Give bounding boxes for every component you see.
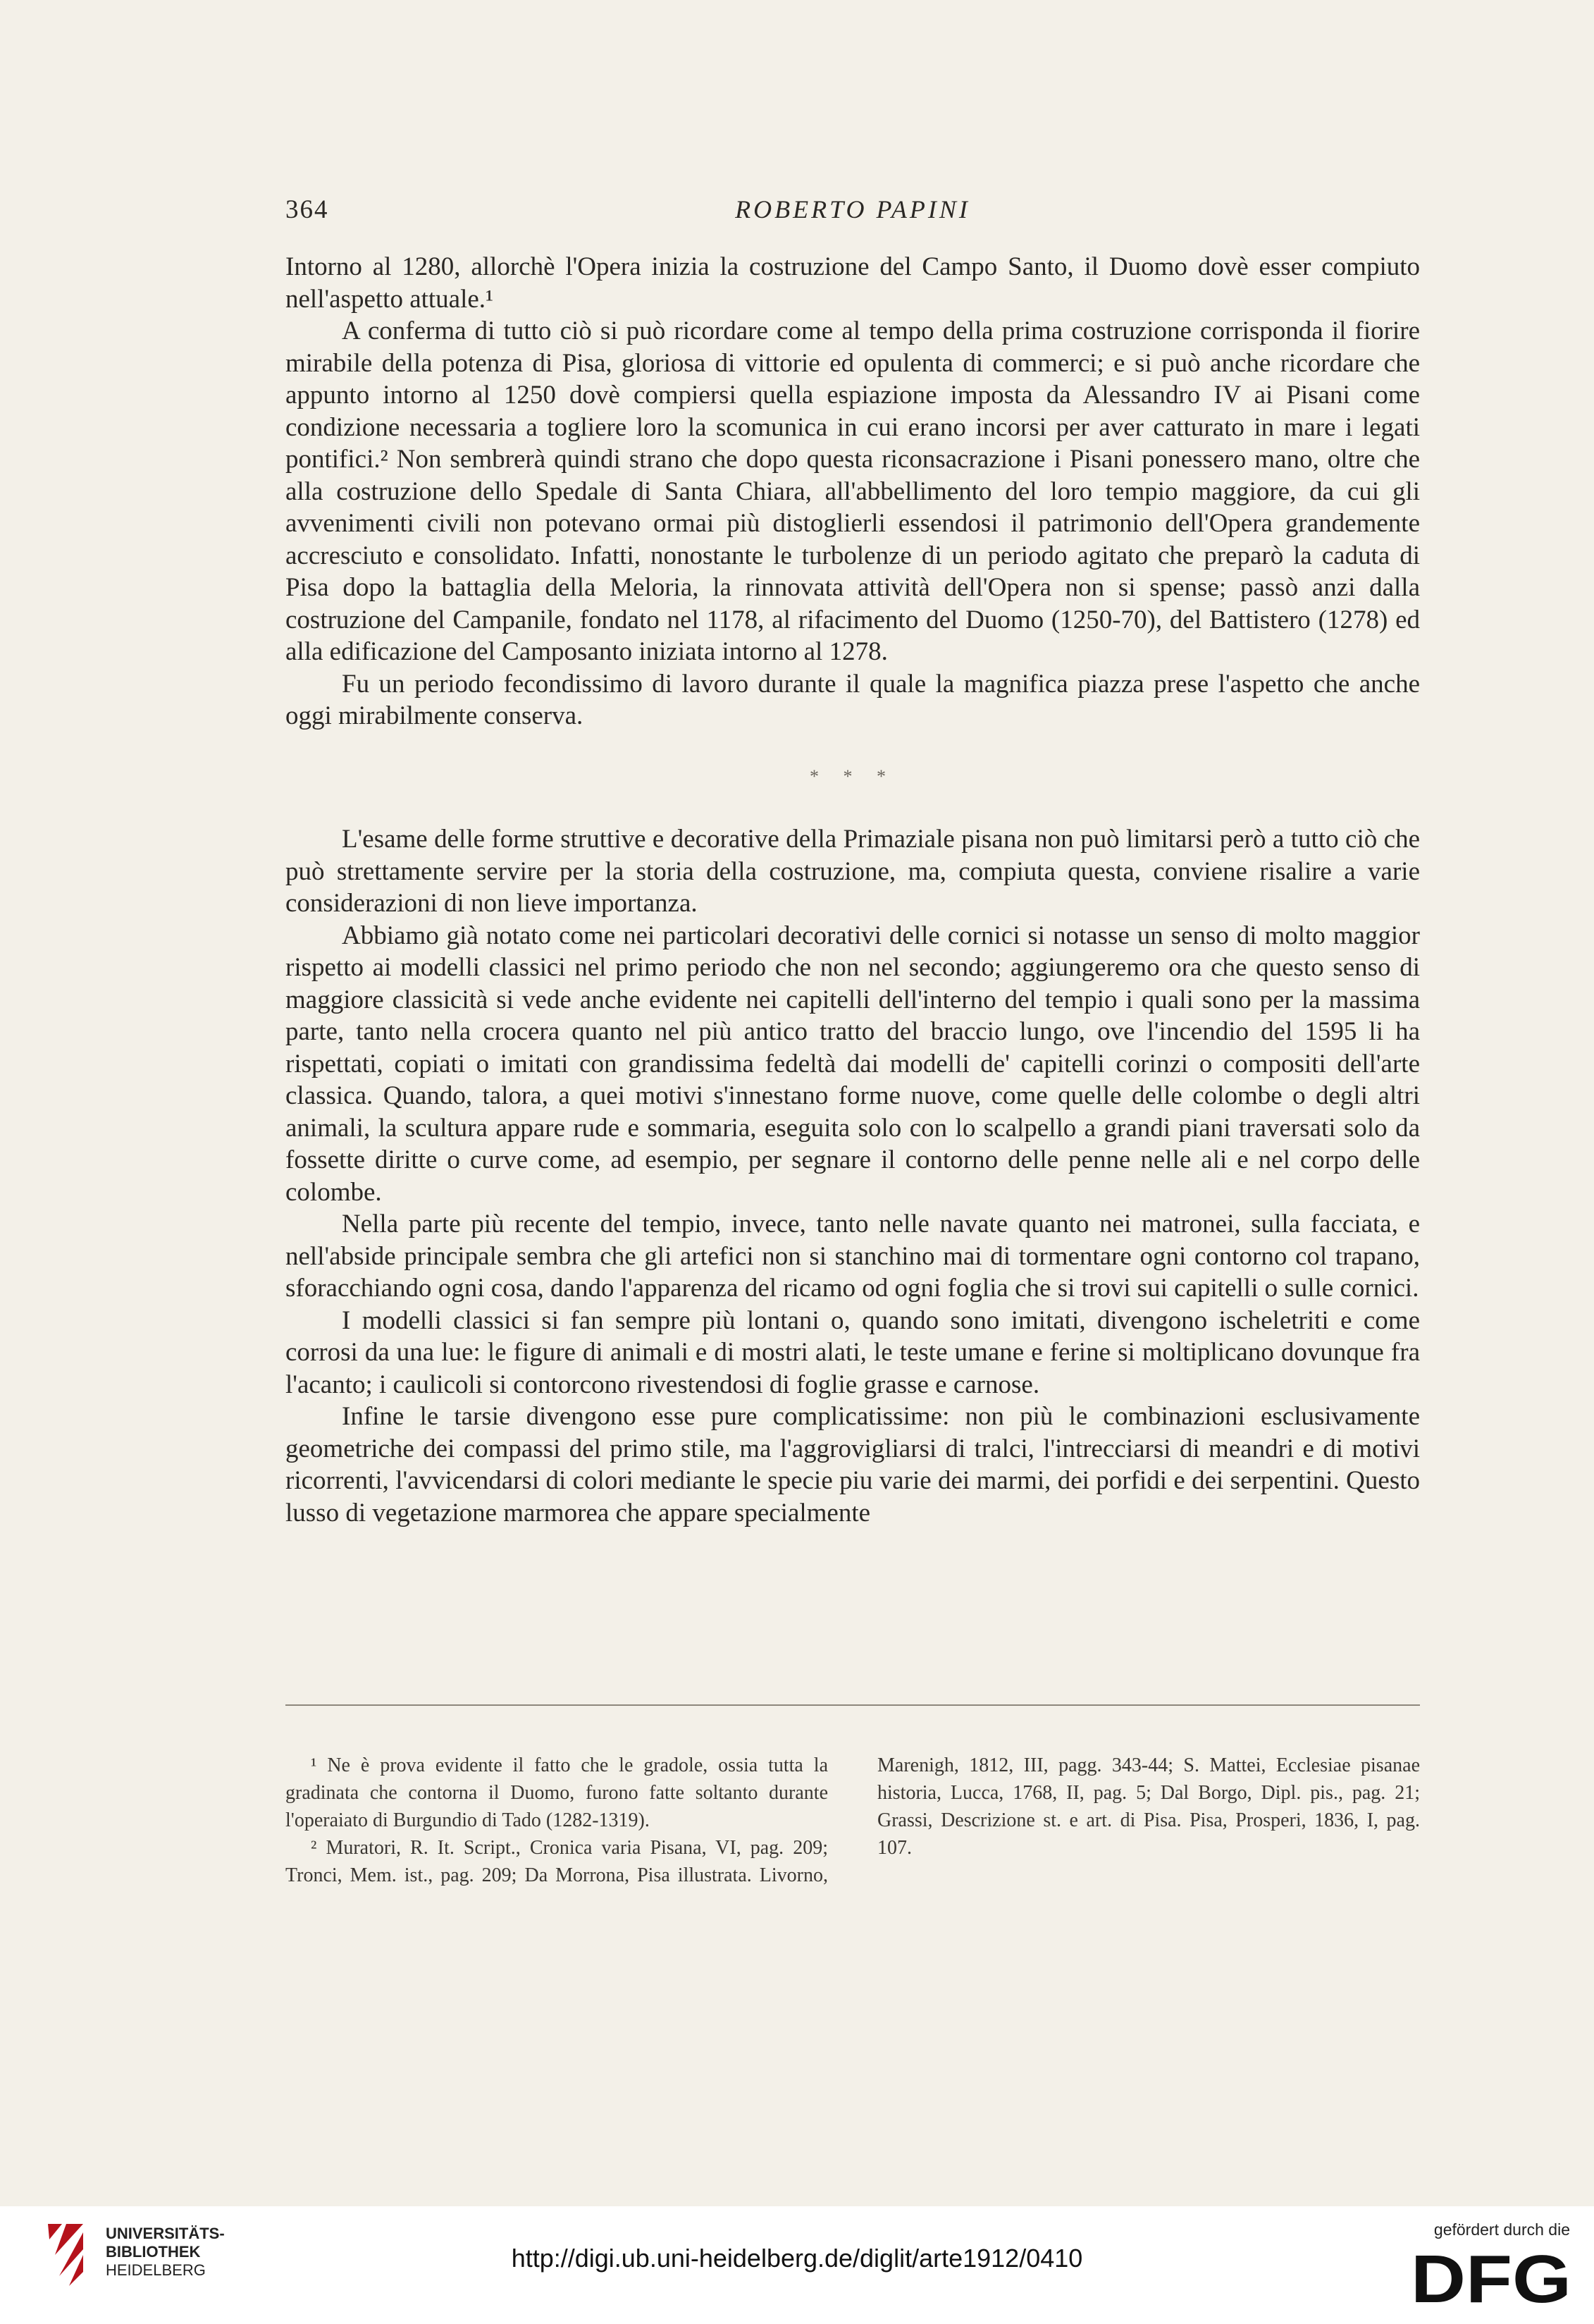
running-title: ROBERTO PAPINI — [735, 195, 970, 223]
paragraph: A conferma di tutto ciò si può ricordare come al tempo della prima costruzione corrisponda il fiorire mirabile della potenza di Pisa, gloriosa di vittorie ed opulenta di commerci; e si può anche ricordare che appunto intorno al 1250 dovè compiersi quella espiazione imposta da Alessandro IV ai Pisani come condizione necessaria a togliere loro la scomunica in cui erano incorsi per aver catturato in mare i legati pontifici.² Non sembrerà quindi strano che dopo questa riconsacrazione i Pisani ponessero mano, oltre che alla costruzione dello Spedale di Santa Chiara, all'abbellimento del loro tempio maggiore, da cui gli avvenimenti civili non potevano ormai più distoglierli essendosi il patrimonio dell'Opera grandemente accresciuto e consolidato. Infatti, nonostante le turbolenze di un periodo agitato che preparò la caduta di Pisa dopo la battaglia della Meloria, la rinnovata attività dell'Opera non si spense; passò anzi dalla costruzione del Campanile, fondato nel 1178, al rifacimento del Duomo (1250-70), del Battistero (1278) ed alla edificazione del Camposanto iniziata intorno al 1278. — [285, 316, 1420, 666]
paragraph: Infine le tarsie divengono esse pure complicatissime: non più le combinazioni esclusivamente geometriche dei compassi del primo stile, ma l'aggrovigliarsi di tralci, l'intrecciarsi di meandri e di motivi ricorrenti, l'avvicendarsi di colori mediante le specie piu varie dei marmi, dei porfidi e dei serpentini. Questo lusso di vegetazione marmorea che appare specialmente — [285, 1402, 1420, 1527]
footnote: ² Muratori, R. It. Script., Cronica varia Pisana, VI, pag. 209; Tronci, Mem. ist., pag. 209; Da Morrona, Pisa illustrata. Livorno, Marenigh, 1812, III, pagg. 343-44; S. Mattei, Ecclesiae pisanae historia, Lucca, 1768, II, pag. 5; Dal Borgo, Dipl. pis., pag. 21; Grassi, Descrizione st. e art. di Pisa. Pisa, Prosperi, 1836, I, pag. 107. — [285, 1754, 1420, 1886]
paragraph: L'esame delle forme struttive e decorative della Primaziale pisana non può limitarsi però a tutto ciò che può strettamente servire per la storia della costruzione, ma, compiuta questa, conviene risalire a varie considerazioni di non lieve importanza. — [285, 825, 1420, 918]
section-separator: * * * — [810, 766, 896, 787]
permalink-url[interactable]: http://digi.ub.uni-heidelberg.de/diglit/arte1912/0410 — [511, 2244, 1083, 2273]
library-name-line: UNIVERSITÄTS- — [106, 2225, 225, 2242]
page-header — [285, 195, 1420, 237]
paragraph: Nella parte più recente del tempio, invece, tanto nelle navate quanto nei matronei, sulla facciata, e nell'abside principale sembra che gli artefici non si stanchino mai di tormentare ogni contorno col trapano, sforacchiando ogni cosa, dando l'apparenza del ricamo od ogni foglia che si trovi sui capitelli o sulle cornici. — [285, 1210, 1420, 1303]
main-text — [285, 251, 1420, 1529]
funding-caption: gefördert durch die — [1433, 2220, 1570, 2239]
page-number: 364 — [285, 195, 329, 224]
footnote-divider — [285, 1704, 1420, 1706]
paragraph: Fu un periodo fecondissimo di lavoro durante il quale la magnifica piazza prese l'aspetto che anche oggi mirabilmente conserva. — [285, 669, 1420, 730]
paragraph: Abbiamo già notato come nei particolari decorativi delle cornici si notasse un senso di molto maggior rispetto ai modelli classici nel primo periodo che non nel secondo; aggiungeremo ora che questo senso di maggiore classicità si vede anche evidente nei capitelli dell'interno del tempio i quali sono per la massima parte, tanto nella crocera quanto nel più antico tratto del braccio lungo, ove l'incendio del 1595 li ha rispettati, copiati o imitati con grandissima fedeltà dai modelli de' capitelli corinzi o compositi dell'arte classica. Quando, talora, a quei motivi s'innestano forme nuove, come quelle delle colombe o degli altri animali, la scultura appare rude e sommaria, eseguita solo con lo scalpello a grandi piani traversati solo da fossette diritte o curve come, ad esempio, per segnare il contorno delle penne nelle ali e nel corpo delle colombe. — [285, 921, 1420, 1207]
footnote: ¹ Ne è prova evidente il fatto che le gradole, ossia tutta la gradinata che contorna il Duomo, furono fatte soltanto durante l'operaiato di Burgundio di Tado (1282-1319). — [285, 1754, 828, 1831]
footnotes — [285, 1752, 1420, 1889]
library-name-line: HEIDELBERG — [106, 2261, 206, 2279]
library-name-line: BIBLIOTHEK — [106, 2243, 201, 2261]
dfg-logo-icon — [1411, 2247, 1573, 2306]
paragraph: Intorno al 1280, allorchè l'Opera inizia la costruzione del Campo Santo, il Duomo dovè esser compiuto nell'aspetto attuale.¹ — [285, 252, 1420, 314]
svg-text:DFG: DFG — [1411, 2247, 1571, 2306]
paragraph: I modelli classici si fan sempre più lontani o, quando sono imitati, divengono ischeletriti e come corrosi da una lue: le figure di animali e di mostri alati, le teste umane e ferine si moltiplicano dovunque fra l'acanto; i caulicoli si contorcono rivestendosi di foglie grasse e carnose. — [285, 1305, 1420, 1399]
